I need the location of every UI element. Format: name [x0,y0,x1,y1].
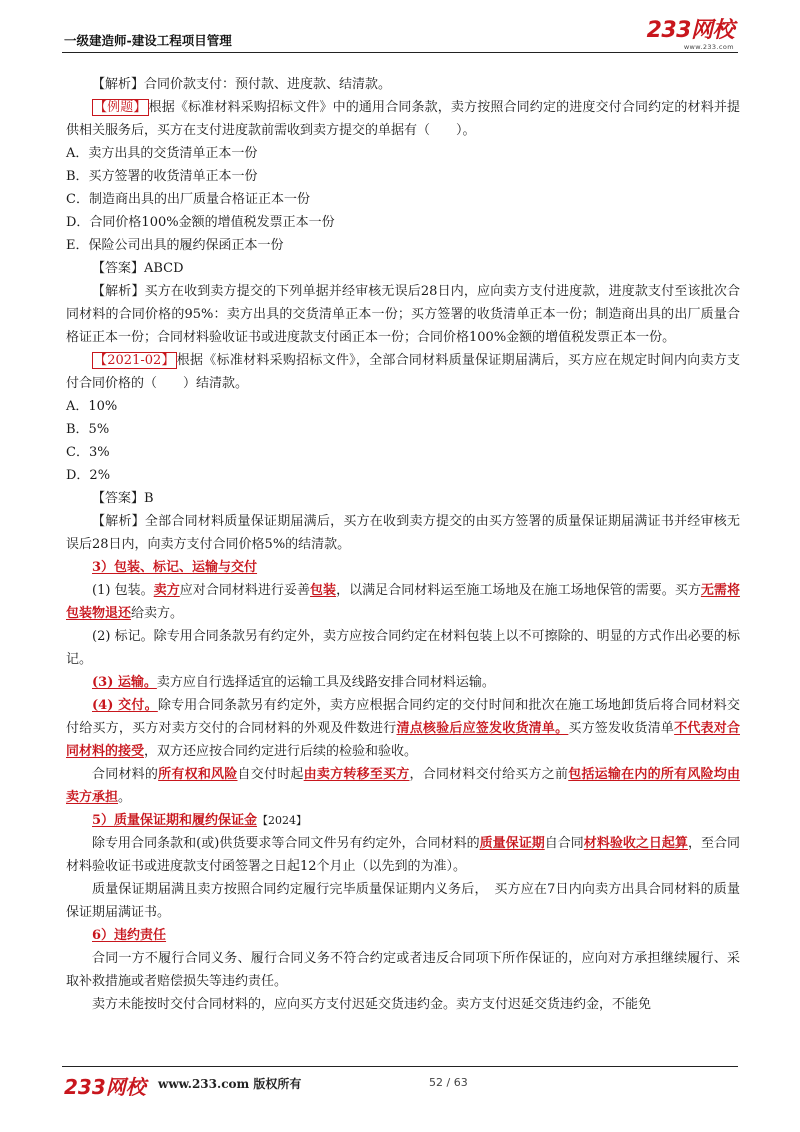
header-title: 一级建造师-建设工程项目管理 [64,33,232,48]
option-e: E．保险公司出具的履约保函正本一份 [66,238,284,253]
document-body [66,73,740,1016]
option-a: A．卖方出具的交货清单正本一份 [66,146,258,161]
analysis-paragraph: 【解析】买方在收到卖方提交的下列单据并经审核无误后28日内，应向卖方支付进度款，进度款支付至该批次合同材料的合同价格的95%：卖方出具的交货清单正本一份；买方签署的收货清单正本一份；制造商出具的出厂质量合格证正本一份；合同材料验收证书或进度款支付函正本一份；合同价格100%金额的增值税发票正本一份。 [66,284,740,345]
exam-tag: 【2021-02】 [94,353,175,368]
option-c: C．制造商出具的出厂质量合格证正本一份 [66,192,310,207]
warranty-paragraph: 除专用合同条款和(或)供货要求等合同文件另有约定外，合同材料的质量保证期自合同材料验收之日起算，至合同材料验收证书或进度款支付函签署之日起12个月止（以先到的为准）。 [66,836,740,874]
brand-logo-url: www.233.com [683,43,734,51]
section-heading: 6）违约责任 [92,928,167,943]
section-heading: 5）质量保证期和履约保证金【2024】 [92,813,308,828]
ownership-paragraph: 合同材料的所有权和风险自交付时起由卖方转移至买方，合同材料交付给买方之前包括运输在内的所有风险均由卖方承担。 [66,767,740,805]
brand-logo [647,20,734,51]
option-d: D．2% [66,468,111,483]
breach-paragraph: 卖方未能按时交付合同材料的，应向买方支付迟延交货违约金。卖方支付迟延交货违约金，不能免 [92,997,652,1012]
year-tag: 【2024】 [257,814,308,827]
option-c: C．3% [66,445,110,460]
packaging-paragraph: (1) 包装。卖方应对合同材料进行妥善包装，以满足合同材料运至施工场地及在施工场地保管的需要。买方无需将包装物退还给卖方。 [66,583,740,621]
option-d: D．合同价格100%金额的增值税发票正本一份 [66,215,335,230]
marking-paragraph: (2) 标记。除专用合同条款另有约定外，卖方应按合同约定在材料包装上以不可擦除的、明显的方式作出必要的标记。 [66,629,740,667]
analysis-tag: 【解析】 [92,284,145,299]
page-footer [64,1071,744,1101]
analysis-paragraph: 【解析】合同价款支付：预付款、进度款、结清款。 [92,77,392,92]
brand-logo-text: 233网校 [646,18,734,43]
option-a: A．10% [66,399,118,414]
breach-paragraph: 合同一方不履行合同义务、履行合同义务不符合约定或者违反合同项下所作保证的，应向对方承担继续履行、采取补救措施或者赔偿损失等违约责任。 [66,951,740,989]
warranty-certificate-paragraph: 质量保证期届满且卖方按照合同约定履行完毕质量保证期内义务后， 买方应在7日内向卖方出具合同材料的质量保证期届满证书。 [66,882,740,920]
analysis-tag: 【解析】 [92,514,145,529]
option-b: B．5% [66,422,110,437]
answer-line: 【答案】ABCD [92,261,184,276]
section-heading: 3）包装、标记、运输与交付 [92,560,258,575]
example-tag: 【例题】 [94,100,147,115]
answer-line: 【答案】B [92,491,154,506]
option-b: B．买方签署的收货清单正本一份 [66,169,258,184]
analysis-paragraph: 【解析】全部合同材料质量保证期届满后，买方在收到卖方提交的由买方签署的质量保证期届满证书并经审核无误后28日内，向卖方支付合同价格5%的结清款。 [66,514,740,552]
exam-question: 【2021-02】 根据《标准材料采购招标文件》，全部合同材料质量保证期届满后，买方应在规定时间内向卖方支付合同价格的（ ）结清款。 [66,353,740,391]
footer-copyright: www.233.com 版权所有 [158,1077,302,1091]
footer-logo: 233网校 [64,1075,146,1099]
example-question: 【例题】 根据《标准材料采购招标文件》中的通用合同条款，卖方按照合同约定的进度交付合同约定的材料并提供相关服务后，买方在支付进度款前需收到卖方提交的单据有（ ）。 [66,100,740,138]
header-divider [62,52,738,53]
analysis-tag: 【解析】 [92,77,145,92]
footer-divider [62,1066,738,1067]
delivery-paragraph: (4) 交付。除专用合同条款另有约定外，卖方应根据合同约定的交付时间和批次在施工场地卸货后将合同材料交付给买方，买方对卖方交付的合同材料的外观及件数进行清点核验后应签发收货清单。买方签发收货清单不代表对合同材料的接受，双方还应按合同约定进行后续的检验和验收。 [66,698,740,759]
page-number: 52 / 63 [429,1076,468,1089]
transport-paragraph: (3) 运输。卖方应自行选择适宜的运输工具及线路安排合同材料运输。 [92,675,495,690]
